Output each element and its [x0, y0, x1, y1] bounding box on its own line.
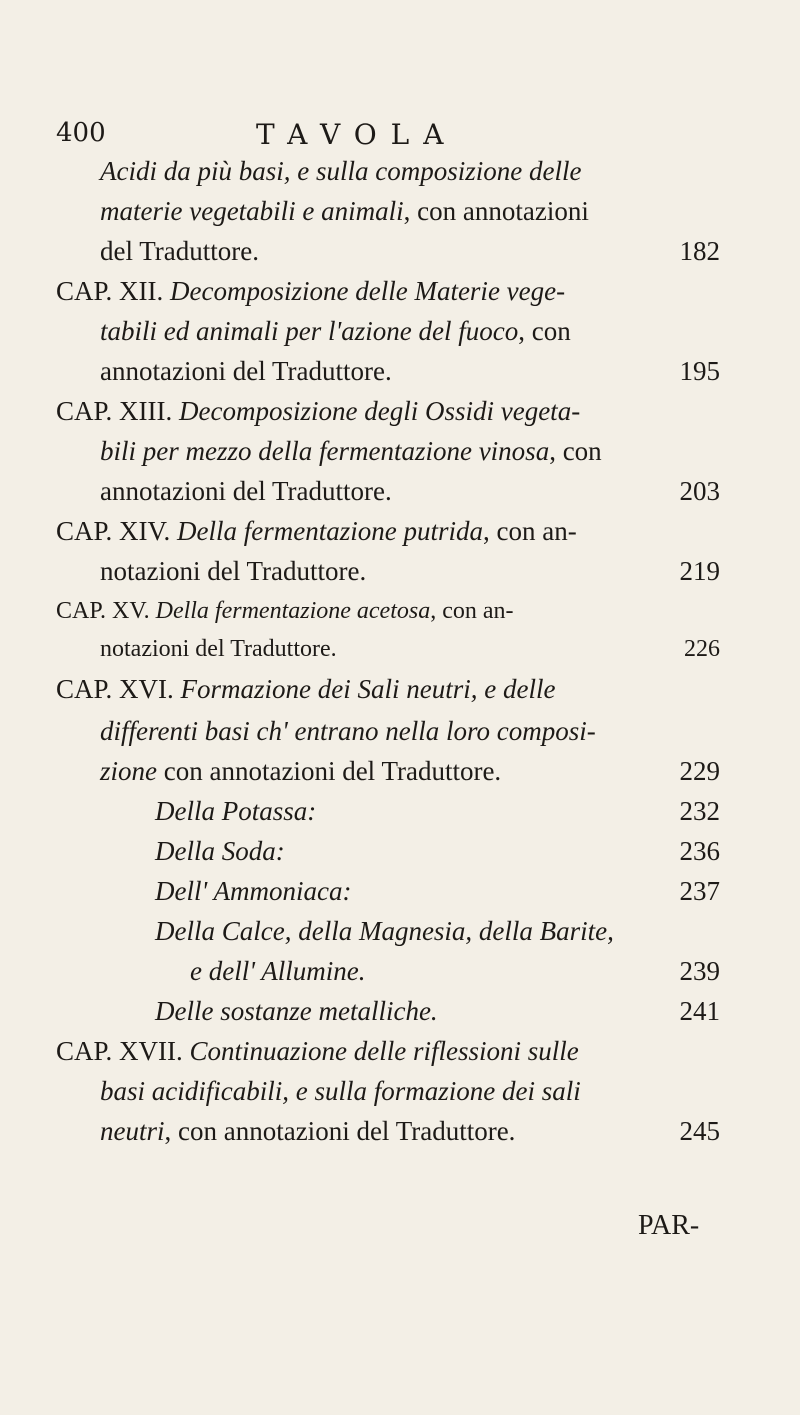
index-line: differenti basi ch' entrano nella loro composi- — [100, 716, 596, 746]
index-line: Acidi da più basi, e sulla composizione delle — [100, 156, 582, 186]
index-line: CAP. XV. Della fermentazione acetosa, con an- — [56, 598, 514, 624]
index-line: notazioni del Traduttore. 219 — [100, 556, 720, 586]
index-line: annotazioni del Traduttore. 195 — [100, 356, 720, 386]
index-line: materie vegetabili e animali, con annotazioni — [100, 196, 589, 226]
index-line: neutri, con annotazioni del Traduttore. 245 — [100, 1116, 720, 1146]
index-line: CAP. XIII. Decomposizione degli Ossidi vegeta- — [56, 396, 581, 426]
index-line: CAP. XIV. Della fermentazione putrida, con an- — [56, 516, 577, 546]
catchword: PAR- — [638, 1210, 700, 1241]
index-line: CAP. XVI. Formazione dei Sali neutri, e delle — [56, 674, 556, 704]
index-line: annotazioni del Traduttore. 203 — [100, 476, 720, 506]
index-line: Della Soda: 236 — [155, 836, 720, 866]
index-line: notazioni del Traduttore. 226 — [100, 636, 720, 662]
running-title: TAVOLA — [256, 118, 458, 151]
index-line: Delle sostanze metalliche. 241 — [155, 996, 720, 1026]
index-line: basi acidificabili, e sulla formazione dei sali — [100, 1076, 581, 1106]
index-line: e dell' Allumine. 239 — [190, 956, 720, 986]
index-line: CAP. XII. Decomposizione delle Materie vege- — [56, 276, 566, 306]
index-line: CAP. XVII. Continuazione delle riflessioni sulle — [56, 1036, 579, 1066]
index-line: bili per mezzo della fermentazione vinosa, con — [100, 436, 602, 466]
index-line: zione con annotazioni del Traduttore. 229 — [100, 756, 720, 786]
index-line: Della Calce, della Magnesia, della Barite, — [155, 916, 614, 946]
page-number: 400 — [56, 118, 106, 148]
index-line: tabili ed animali per l'azione del fuoco, con — [100, 316, 571, 346]
index-line: Dell' Ammoniaca: 237 — [155, 876, 720, 906]
index-line: Della Potassa: 232 — [155, 796, 720, 826]
index-line: del Traduttore. 182 — [100, 236, 720, 266]
